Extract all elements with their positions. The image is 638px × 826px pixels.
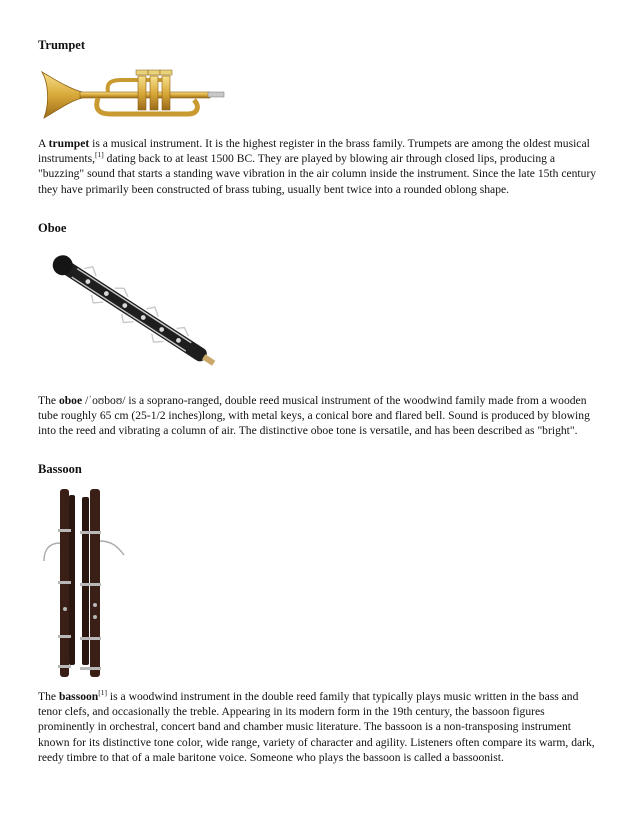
heading-trumpet: Trumpet	[38, 38, 85, 52]
term-trumpet: trumpet	[48, 137, 90, 150]
term-oboe: oboe	[58, 394, 83, 407]
bassoon-icon	[38, 485, 134, 681]
heading-oboe: Oboe	[38, 221, 67, 235]
bassoon-image	[38, 485, 134, 681]
paragraph-trumpet: A trumpet is a musical instrument. It is the highest register in the brass family. Trumpets are among the oldest musical instruments,[1] dating back to at least 1500 BC. They are played by blowing air through closed lips, producing a "buzzing" sound that starts a standing wave vibration in the air column inside the instrument. Since the late 15th century they have primarily been constructed of brass tubing, usually bent twice into a rounded oblong shape.	[38, 137, 597, 196]
oboe-image	[38, 244, 234, 384]
reference-link[interactable]: [1]	[95, 150, 104, 160]
paragraph-bassoon: The bassoon[1] is a woodwind instrument in the double reed family that typically plays music written in the bass and tenor clefs, and occasionally the treble. Appearing in its modern form in the 19th century, the bassoon figures prominently in orchestral, concert band and chamber music literature. The bassoon is a non-transposing instrument known for its distinctive tone color, wide range, variety of character and agility. Listeners often compare its warm, dark, reedy timbre to that of a male baritone voice. Someone who plays the bassoon is called a bassoonist.	[38, 688, 595, 764]
paragraph-oboe: The oboe /ˈoʊboʊ/ is a soprano-ranged, double reed musical instrument of the woodwind family made from a wooden tube roughly 65 cm (25-1/2 inches)long, with metal keys, a conical bore and flared bell. Sound is produced by blowing into the reed and vibrating a column of air. The distinctive oboe tone is versatile, and has been described as "bright".	[38, 394, 590, 438]
trumpet-image	[38, 62, 228, 124]
trumpet-icon	[38, 62, 228, 124]
term-bassoon: bassoon	[58, 690, 99, 703]
heading-bassoon: Bassoon	[38, 462, 82, 476]
reference-link[interactable]: [1]	[98, 688, 107, 697]
oboe-icon	[38, 244, 234, 384]
